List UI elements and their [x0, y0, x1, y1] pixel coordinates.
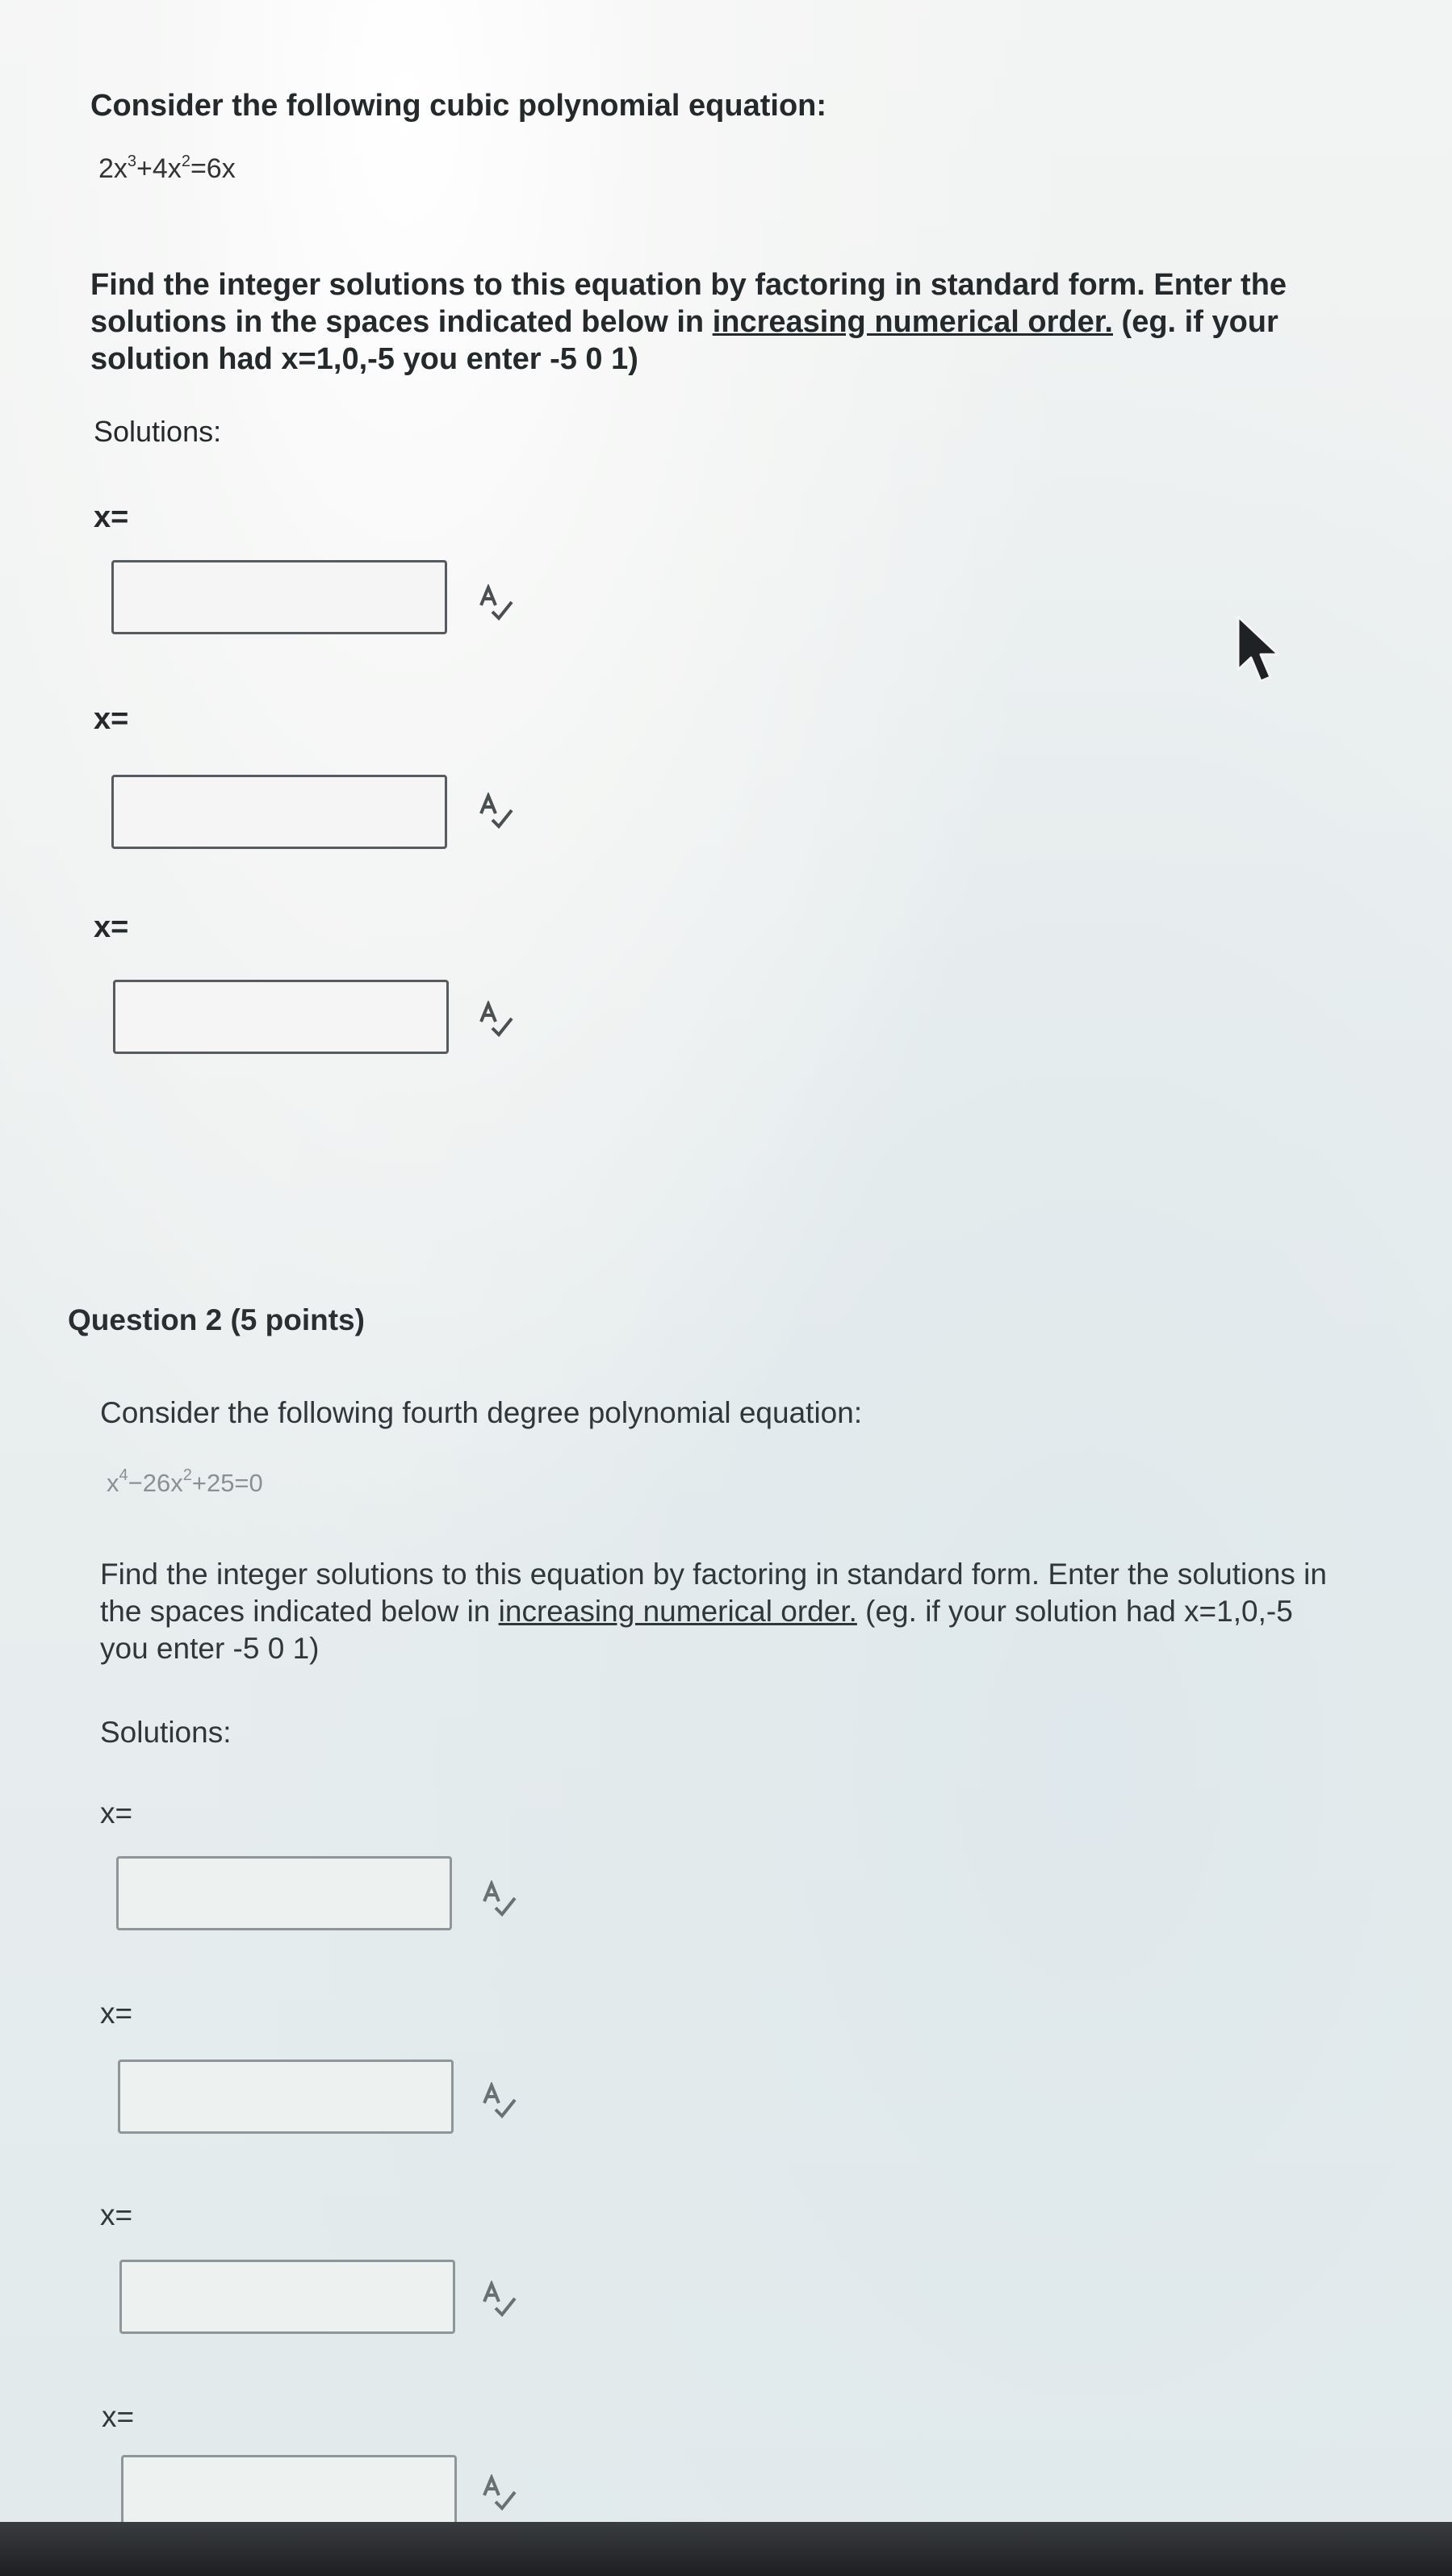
q2-answer-input-4[interactable]: [121, 2455, 457, 2529]
question-2-heading: Question 2 (5 points): [68, 1303, 365, 1336]
q2-equation: $x^4-26x^2+25=0$: [107, 1466, 263, 1497]
q2-x-label-3: x=: [100, 2198, 133, 2231]
mouse-pointer-icon: [1235, 613, 1285, 688]
q2-instructions: Find the integer solutions to this equation by factoring in standard form. Enter the solutions in the spaces indicated below in increasing numerical order. (eg. if your solution had x=1,0,-5 you enter -5 0 1): [100, 1558, 1327, 1665]
q1-instructions: Find the integer solutions to this equation by factoring in standard form. Enter the solutions in the spaces indicated below in increasing numerical order. (eg. if your solution had x=1,0,-5 you enter -5 0 1): [90, 268, 1287, 376]
spellcheck-icon[interactable]: [479, 1880, 518, 1919]
q2-x-label-2: x=: [100, 1997, 133, 2030]
q1-x-label-2: x=: [94, 702, 129, 736]
monitor-bezel: [0, 2522, 1452, 2576]
q1-answer-input-2[interactable]: [111, 775, 447, 849]
q1-x-label-3: x=: [94, 910, 129, 944]
q1-solutions-label: Solutions:: [94, 415, 222, 448]
q1-intro: Consider the following cubic polynomial equation:: [90, 89, 827, 123]
spellcheck-icon[interactable]: [476, 792, 515, 831]
q2-solutions-label: Solutions:: [100, 1716, 232, 1749]
spellcheck-icon[interactable]: [476, 584, 515, 623]
q1-equation: $2x^3+4x^2=6x$: [98, 153, 236, 184]
q2-answer-input-1[interactable]: [116, 1856, 452, 1930]
q2-order-emphasis: increasing numerical order.: [498, 1595, 857, 1628]
spellcheck-icon[interactable]: [479, 2281, 518, 2319]
q1-answer-input-1[interactable]: [111, 560, 447, 634]
spellcheck-icon[interactable]: [476, 1001, 515, 1039]
q2-answer-input-3[interactable]: [119, 2260, 455, 2334]
spellcheck-icon[interactable]: [479, 2082, 518, 2121]
q2-x-label-4: x=: [102, 2400, 135, 2433]
spellcheck-icon[interactable]: [479, 2474, 518, 2513]
q2-x-label-1: x=: [100, 1796, 133, 1830]
q2-intro: Consider the following fourth degree polynomial equation:: [100, 1396, 863, 1429]
q1-order-emphasis: increasing numerical order.: [712, 305, 1113, 339]
q1-x-label-1: x=: [94, 500, 129, 534]
q1-answer-input-3[interactable]: [113, 980, 449, 1054]
q2-answer-input-2[interactable]: [118, 2060, 454, 2134]
